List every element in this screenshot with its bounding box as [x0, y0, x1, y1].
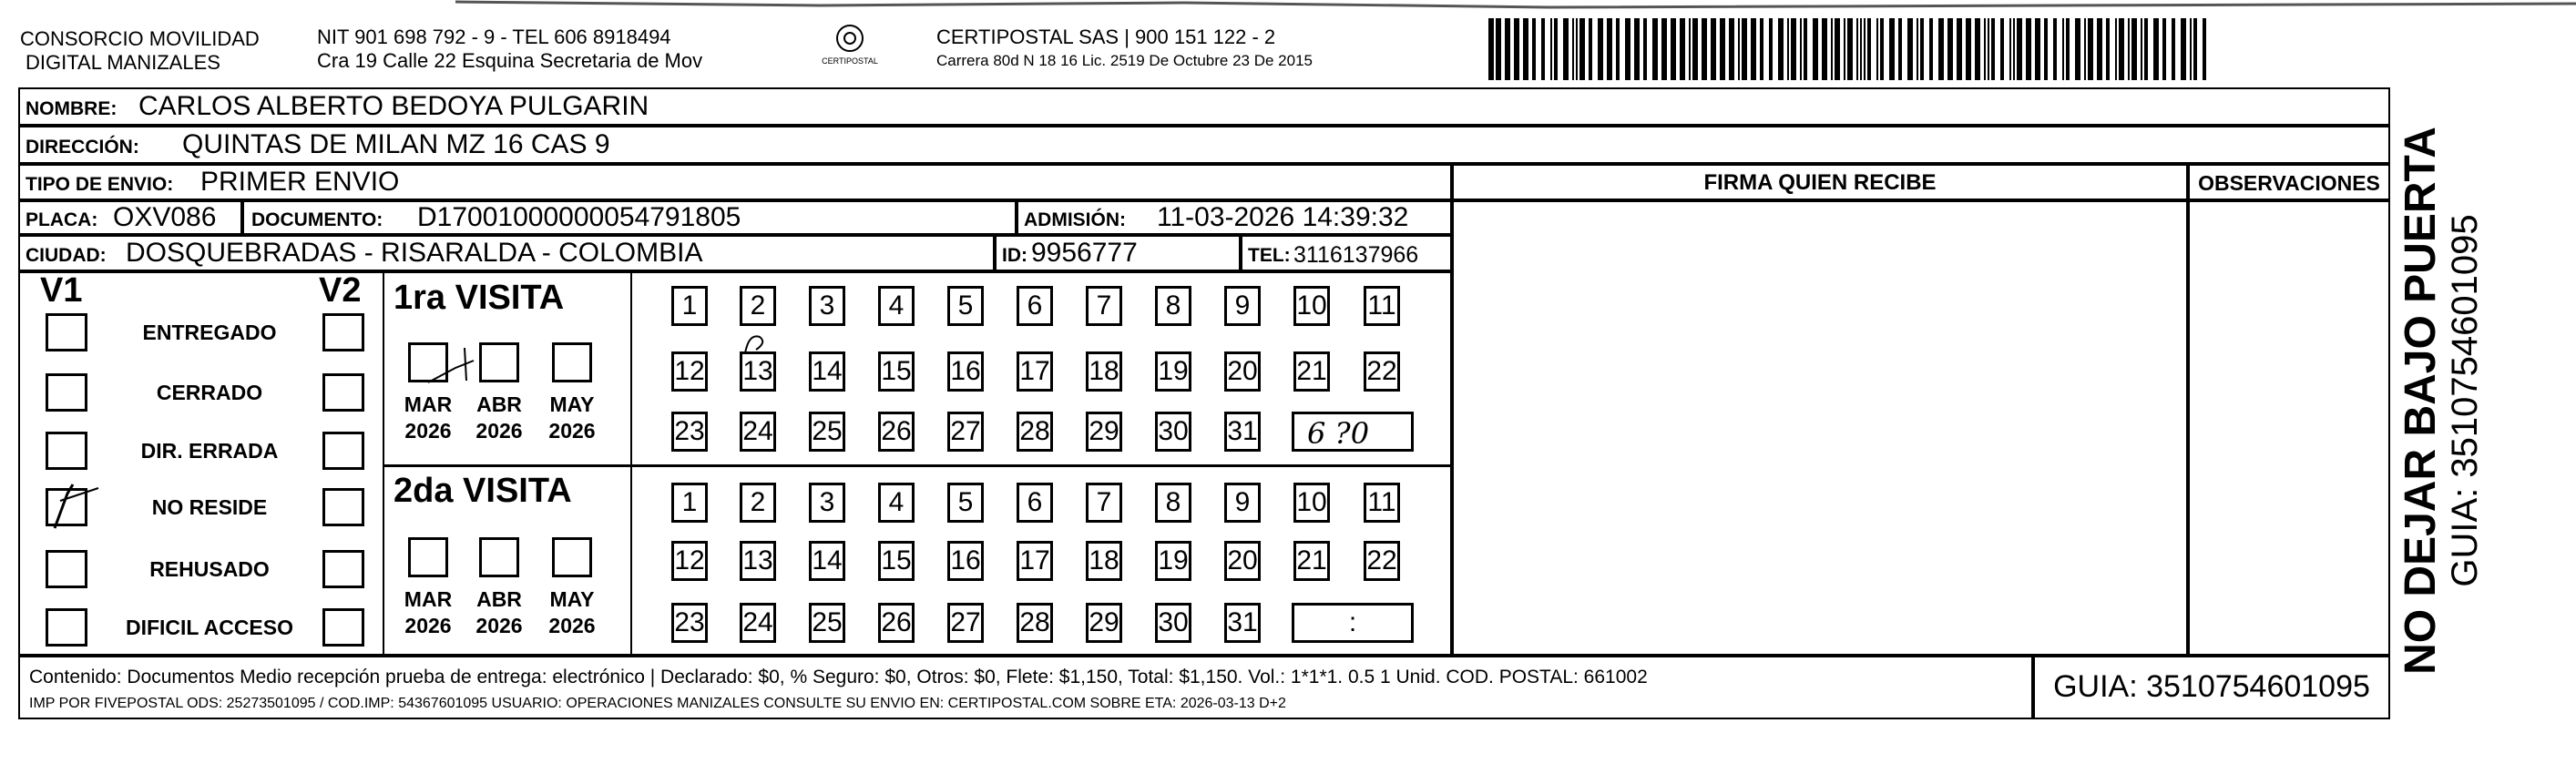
second-visit-day-13[interactable]: 13 — [740, 541, 776, 581]
v2-checkbox-rehusado[interactable] — [322, 550, 364, 588]
second-visit-day-7[interactable]: 7 — [1086, 483, 1122, 523]
first-visit-day-25[interactable]: 25 — [809, 412, 845, 452]
barcode-bar — [2193, 18, 2197, 80]
first-visit-day-6[interactable]: 6 — [1017, 286, 1053, 326]
company-line-1: CONSORCIO MOVILIDAD — [20, 27, 260, 50]
barcode-bar — [1822, 18, 1827, 80]
first-visit-day-11[interactable]: 11 — [1364, 286, 1400, 326]
second-visit-day-10[interactable]: 10 — [1293, 483, 1330, 523]
barcode-bar — [2000, 18, 2004, 80]
first-visit-title: 1ra VISITA — [394, 279, 565, 317]
barcode-bar — [1920, 18, 1924, 80]
barcode-bar — [2141, 18, 2142, 80]
barcode-bar — [1787, 18, 1789, 80]
first-visit-day-17[interactable]: 17 — [1017, 351, 1053, 392]
barcode-bar — [1864, 18, 1866, 80]
address-line: Cra 19 Calle 22 Esquina Secretaria de Mov — [317, 49, 703, 72]
admision-value: 11-03-2026 14:39:32 — [1157, 202, 1409, 232]
v2-header: V2 — [319, 271, 362, 310]
barcode-bar — [2128, 18, 2130, 80]
footer-imp-line: IMP POR FIVEPOSTAL ODS: 25273501095 / COD.IMP: 54367601095 USUARIO: OPERACIONES MANIZALES CONSULTE SU ENVIO EN: CERTIPOSTAL.COM SOBRE ETA: 2026-03-13 D+2 — [29, 696, 1286, 711]
barcode-bar — [1844, 18, 1845, 80]
first-visit-month-year: 2026 — [404, 419, 452, 443]
second-visit-day-19[interactable]: 19 — [1155, 541, 1191, 581]
side-text — [2397, 127, 2485, 675]
firma-header: FIRMA QUIEN RECIBE — [1452, 164, 2188, 200]
second-visit-month-label-may — [536, 586, 608, 639]
barcode-bar — [1563, 18, 1569, 80]
barcode-bar — [2144, 18, 2148, 80]
second-visit-month-year: 2026 — [548, 614, 596, 637]
barcode-bar — [2017, 18, 2022, 80]
barcode-bar — [2088, 18, 2093, 80]
barcode-bar — [1496, 18, 1501, 80]
first-visit-day-4[interactable]: 4 — [878, 286, 915, 326]
documento-label: DOCUMENTO: — [251, 209, 383, 230]
first-visit-day-27[interactable]: 27 — [947, 412, 984, 452]
certipostal-info — [936, 25, 1313, 73]
company-line-2: DIGITAL MANIZALES — [26, 51, 220, 74]
barcode-bar — [1607, 18, 1612, 80]
barcode-bar — [1554, 18, 1558, 80]
barcode-bar — [1488, 18, 1494, 80]
barcode-bar — [2035, 18, 2040, 80]
id-cell — [995, 235, 1241, 271]
barcode-bar — [1643, 18, 1647, 80]
barcode-bar — [1751, 18, 1756, 80]
nombre-value: CARLOS ALBERTO BEDOYA PULGARIN — [138, 91, 649, 121]
first-visit-day-26[interactable]: 26 — [878, 412, 915, 452]
nombre-row — [18, 87, 2390, 126]
barcode-bar — [1702, 18, 1707, 80]
second-visit-day-6[interactable]: 6 — [1017, 483, 1053, 523]
barcode-bar — [1550, 18, 1552, 80]
first-visit-month-box-may[interactable] — [552, 342, 592, 382]
second-visit-day-31[interactable]: 31 — [1224, 603, 1261, 643]
tel-value: 3116137966 — [1293, 242, 1419, 268]
barcode-bar — [1876, 18, 1878, 80]
no-dejar-bajo-puerta: NO DEJAR BAJO PUERTA — [2397, 127, 2445, 675]
second-visit-day-28[interactable]: 28 — [1017, 603, 1053, 643]
second-visit-day-8[interactable]: 8 — [1155, 483, 1191, 523]
second-visit-time-box[interactable]: : — [1292, 603, 1414, 643]
barcode-bar — [1616, 18, 1620, 80]
barcode-bar — [2190, 18, 2192, 80]
second-visit-day-26[interactable]: 26 — [878, 603, 915, 643]
observaciones-area — [2188, 200, 2390, 656]
logo-text: CERTIPOSTAL — [822, 56, 878, 66]
tel-cell — [1241, 235, 1452, 271]
barcode-bar — [2075, 18, 2080, 80]
barcode-bar — [2009, 18, 2011, 80]
v1-header: V1 — [40, 271, 83, 310]
barcode-bar — [1652, 18, 1658, 80]
v2-checkbox-cerrado[interactable] — [322, 373, 364, 412]
barcode-bar — [1991, 18, 1995, 80]
first-visit-month-label-may — [536, 392, 608, 444]
barcode-bar — [1589, 18, 1592, 80]
tel-label: TEL: — [1248, 245, 1291, 266]
footer-details — [18, 656, 2033, 719]
ciudad-value: DOSQUEBRADAS - RISARALDA - COLOMBIA — [126, 238, 703, 268]
barcode-bar — [1947, 18, 1953, 80]
first-visit-day-3[interactable]: 3 — [809, 286, 845, 326]
certipostal-logo — [813, 22, 886, 73]
admision-cell — [1017, 200, 1452, 235]
barcode-bar — [1579, 18, 1585, 80]
second-visit-day-16[interactable]: 16 — [947, 541, 984, 581]
barcode-bar — [1738, 18, 1740, 80]
second-visit-month-label-mar — [392, 586, 465, 639]
first-visit-day-8[interactable]: 8 — [1155, 286, 1191, 326]
first-visit-day-13[interactable]: 13 — [740, 351, 776, 392]
barcode-bar — [1988, 18, 1989, 80]
v1-checkbox-rehusado[interactable] — [46, 550, 87, 588]
v1-checkbox-dificil-acceso[interactable] — [46, 608, 87, 647]
second-visit-month-name: MAR — [404, 587, 453, 611]
first-visit-time-box[interactable] — [1292, 412, 1414, 452]
first-visit-day-20[interactable]: 20 — [1224, 351, 1261, 392]
barcode-bar — [1720, 18, 1725, 80]
second-visit-day-29[interactable]: 29 — [1086, 603, 1122, 643]
footer-guia: GUIA: 3510754601095 — [2033, 656, 2390, 719]
barcode-bar — [2053, 18, 2057, 80]
status-label-dificil-acceso: DIFICIL ACCESO — [125, 616, 293, 639]
first-visit-day-16[interactable]: 16 — [947, 351, 984, 392]
second-visit-day-23[interactable]: 23 — [671, 603, 708, 643]
barcode — [1488, 18, 2208, 80]
barcode-bar — [1835, 18, 1840, 80]
visit-divider — [383, 464, 1452, 467]
company-contact — [317, 25, 702, 73]
side-guia: GUIA: 3510754601095 — [2445, 214, 2485, 587]
barcode-bar — [1680, 18, 1685, 80]
tipo-value: PRIMER ENVIO — [200, 167, 400, 197]
second-visit-day-4[interactable]: 4 — [878, 483, 915, 523]
month-divider — [630, 271, 632, 656]
barcode-bar — [1671, 18, 1676, 80]
first-visit-day-24[interactable]: 24 — [740, 412, 776, 452]
certipostal-line-2: Carrera 80d N 18 16 Lic. 2519 De Octubre 23 De 2015 — [936, 52, 1313, 69]
id-label: ID: — [1002, 245, 1027, 266]
first-visit-month-name: MAR — [404, 392, 453, 416]
ciudad-cell — [18, 235, 995, 271]
status-label-cerrado: CERRADO — [156, 381, 263, 404]
second-visit-month-box-may[interactable] — [552, 537, 592, 577]
barcode-bar — [1917, 18, 1918, 80]
barcode-bar — [1572, 18, 1574, 80]
barcode-bar — [1975, 18, 1980, 80]
day-13-scribble-mark — [740, 330, 776, 366]
barcode-image — [1488, 18, 2208, 80]
first-visit-day-21[interactable]: 21 — [1293, 351, 1330, 392]
first-visit-month-tick-mark — [401, 328, 547, 401]
second-visit-day-27[interactable]: 27 — [947, 603, 984, 643]
barcode-bar — [2119, 18, 2124, 80]
first-visit-day-22[interactable]: 22 — [1364, 351, 1400, 392]
first-visit-day-7[interactable]: 7 — [1086, 286, 1122, 326]
barcode-bar — [1984, 18, 1986, 80]
barcode-bar — [1847, 18, 1853, 80]
second-visit-day-5[interactable]: 5 — [947, 483, 984, 523]
barcode-bar — [1514, 18, 1519, 80]
first-visit-day-9[interactable]: 9 — [1224, 286, 1261, 326]
nit-line: NIT 901 698 792 - 9 - TEL 606 8918494 — [317, 25, 671, 48]
first-visit-day-29[interactable]: 29 — [1086, 412, 1122, 452]
barcode-bar — [1634, 18, 1640, 80]
barcode-bar — [1692, 18, 1698, 80]
v1-checkbox-dir-errada[interactable] — [46, 432, 87, 470]
second-visit-day-11[interactable]: 11 — [1364, 483, 1400, 523]
barcode-bar — [1880, 18, 1884, 80]
first-visit-month-name: ABR — [476, 392, 522, 416]
status-label-entregado: ENTREGADO — [142, 321, 277, 344]
barcode-bar — [1778, 18, 1784, 80]
first-visit-day-5[interactable]: 5 — [947, 286, 984, 326]
barcode-bar — [2153, 18, 2159, 80]
barcode-bar — [1598, 18, 1603, 80]
second-visit-day-17[interactable]: 17 — [1017, 541, 1053, 581]
status-divider — [383, 271, 384, 656]
first-visit-day-10[interactable]: 10 — [1293, 286, 1330, 326]
certipostal-line-1: CERTIPOSTAL SAS | 900 151 122 - 2 — [936, 25, 1276, 48]
v2-checkbox-dir-errada[interactable] — [322, 432, 364, 470]
status-label-dir-errada: DIR. ERRADA — [140, 439, 279, 463]
tipo-row — [18, 164, 1452, 200]
first-visit-day-1[interactable]: 1 — [671, 286, 708, 326]
barcode-bar — [1898, 18, 1902, 80]
barcode-bar — [1907, 18, 1913, 80]
id-value: 9956777 — [1031, 238, 1138, 268]
barcode-bar — [1576, 18, 1578, 80]
barcode-bar — [1856, 18, 1858, 80]
second-visit-day-18[interactable]: 18 — [1086, 541, 1122, 581]
status-label-no-reside: NO RESIDE — [151, 495, 268, 519]
barcode-bar — [1966, 18, 1971, 80]
second-visit-month-name: ABR — [476, 587, 522, 611]
barcode-bar — [2172, 18, 2175, 80]
second-visit-month-label-abr — [463, 586, 536, 639]
documento-cell — [242, 200, 1017, 235]
direccion-row — [18, 126, 2390, 164]
placa-label: PLACA: — [26, 209, 98, 230]
first-visit-day-31[interactable]: 31 — [1224, 412, 1261, 452]
first-visit-day-23[interactable]: 23 — [671, 412, 708, 452]
second-visit-month-year: 2026 — [475, 614, 523, 637]
barcode-bar — [2062, 18, 2064, 80]
second-visit-day-22[interactable]: 22 — [1364, 541, 1400, 581]
top-edge-shading — [455, 0, 2576, 13]
barcode-bar — [2044, 18, 2048, 80]
barcode-bar — [2162, 18, 2166, 80]
barcode-bar — [1831, 18, 1833, 80]
status-label-rehusado: REHUSADO — [149, 557, 270, 581]
barcode-bar — [1523, 18, 1528, 80]
second-visit-day-14[interactable]: 14 — [809, 541, 845, 581]
barcode-bar — [2106, 18, 2110, 80]
v2-checkbox-no-reside[interactable] — [322, 488, 364, 526]
second-visit-day-12[interactable]: 12 — [671, 541, 708, 581]
barcode-bar — [2013, 18, 2015, 80]
placa-cell — [18, 200, 242, 235]
barcode-bar — [2066, 18, 2070, 80]
company-name — [20, 27, 260, 75]
barcode-bar — [2097, 18, 2102, 80]
second-visit-day-15[interactable]: 15 — [878, 541, 915, 581]
first-visit-day-15[interactable]: 15 — [878, 351, 915, 392]
firma-area — [1452, 200, 2188, 656]
second-visit-day-2[interactable]: 2 — [740, 483, 776, 523]
barcode-bar — [1938, 18, 1944, 80]
barcode-bar — [2131, 18, 2137, 80]
barcode-bar — [1711, 18, 1716, 80]
barcode-bar — [1867, 18, 1871, 80]
barcode-bar — [2181, 18, 2186, 80]
barcode-bar — [1769, 18, 1773, 80]
second-visit-day-24[interactable]: 24 — [740, 603, 776, 643]
first-visit-time-handwritten: 6 ?0 — [1307, 416, 1370, 451]
first-visit-day-18[interactable]: 18 — [1086, 351, 1122, 392]
barcode-bar — [2115, 18, 2117, 80]
barcode-bar — [1929, 18, 1933, 80]
first-visit-day-12[interactable]: 12 — [671, 351, 708, 392]
barcode-bar — [1760, 18, 1763, 80]
first-visit-day-14[interactable]: 14 — [809, 351, 845, 392]
ciudad-label: CIUDAD: — [26, 245, 107, 266]
first-visit-day-28[interactable]: 28 — [1017, 412, 1053, 452]
second-visit-day-1[interactable]: 1 — [671, 483, 708, 523]
barcode-bar — [2084, 18, 2086, 80]
second-visit-day-30[interactable]: 30 — [1155, 603, 1191, 643]
first-visit-month-name: MAY — [549, 392, 595, 416]
documento-value: D17001000000054791805 — [417, 202, 741, 232]
no-reside-check-mark — [42, 475, 106, 539]
barcode-bar — [2203, 18, 2206, 80]
nombre-label: NOMBRE: — [26, 98, 118, 119]
barcode-bar — [1742, 18, 1747, 80]
tipo-label: TIPO DE ENVIO: — [26, 174, 174, 195]
second-visit-month-year: 2026 — [404, 614, 452, 637]
barcode-bar — [1689, 18, 1691, 80]
placa-value: OXV086 — [113, 202, 217, 232]
first-visit-day-19[interactable]: 19 — [1155, 351, 1191, 392]
first-visit-day-30[interactable]: 30 — [1155, 412, 1191, 452]
second-visit-day-3[interactable]: 3 — [809, 483, 845, 523]
v2-checkbox-entregado[interactable] — [322, 313, 364, 351]
second-visit-month-name: MAY — [549, 587, 595, 611]
barcode-bar — [1889, 18, 1895, 80]
second-visit-month-box-abr[interactable] — [479, 537, 519, 577]
barcode-bar — [1804, 18, 1807, 80]
first-visit-day-2[interactable]: 2 — [740, 286, 776, 326]
second-visit-day-20[interactable]: 20 — [1224, 541, 1261, 581]
v2-checkbox-dificil-acceso[interactable] — [322, 608, 364, 647]
barcode-bar — [1505, 18, 1510, 80]
barcode-bar — [1541, 18, 1545, 80]
direccion-label: DIRECCIÓN: — [26, 137, 139, 158]
barcode-bar — [1729, 18, 1734, 80]
barcode-bar — [1860, 18, 1862, 80]
v1-checkbox-entregado[interactable] — [46, 313, 87, 351]
barcode-bar — [1813, 18, 1818, 80]
barcode-bar — [1800, 18, 1802, 80]
second-visit-month-box-mar[interactable] — [408, 537, 448, 577]
observaciones-header: OBSERVACIONES — [2188, 164, 2390, 200]
v1-checkbox-cerrado[interactable] — [46, 373, 87, 412]
second-visit-day-9[interactable]: 9 — [1224, 483, 1261, 523]
first-visit-month-year: 2026 — [475, 419, 523, 443]
barcode-bar — [1791, 18, 1796, 80]
barcode-bar — [2026, 18, 2031, 80]
barcode-bar — [1532, 18, 1536, 80]
barcode-bar — [1661, 18, 1667, 80]
second-visit-day-21[interactable]: 21 — [1293, 541, 1330, 581]
second-visit-title: 2da VISITA — [394, 472, 572, 510]
first-visit-month-year: 2026 — [548, 419, 596, 443]
direccion-value: QUINTAS DE MILAN MZ 16 CAS 9 — [182, 129, 610, 159]
barcode-bar — [1957, 18, 1962, 80]
admision-label: ADMISIÓN: — [1024, 209, 1126, 230]
footer-content-line: Contenido: Documentos Medio recepción prueba de entrega: electrónico | Declarado: $0, % Seguro: $0, Otros: $0, Flete: $1,150, Total: $1,150. Vol.: 1*1*1. 0.5 1 Unid. COD. POSTAL: 661002 — [29, 667, 1648, 687]
barcode-bar — [1625, 18, 1630, 80]
second-visit-day-25[interactable]: 25 — [809, 603, 845, 643]
